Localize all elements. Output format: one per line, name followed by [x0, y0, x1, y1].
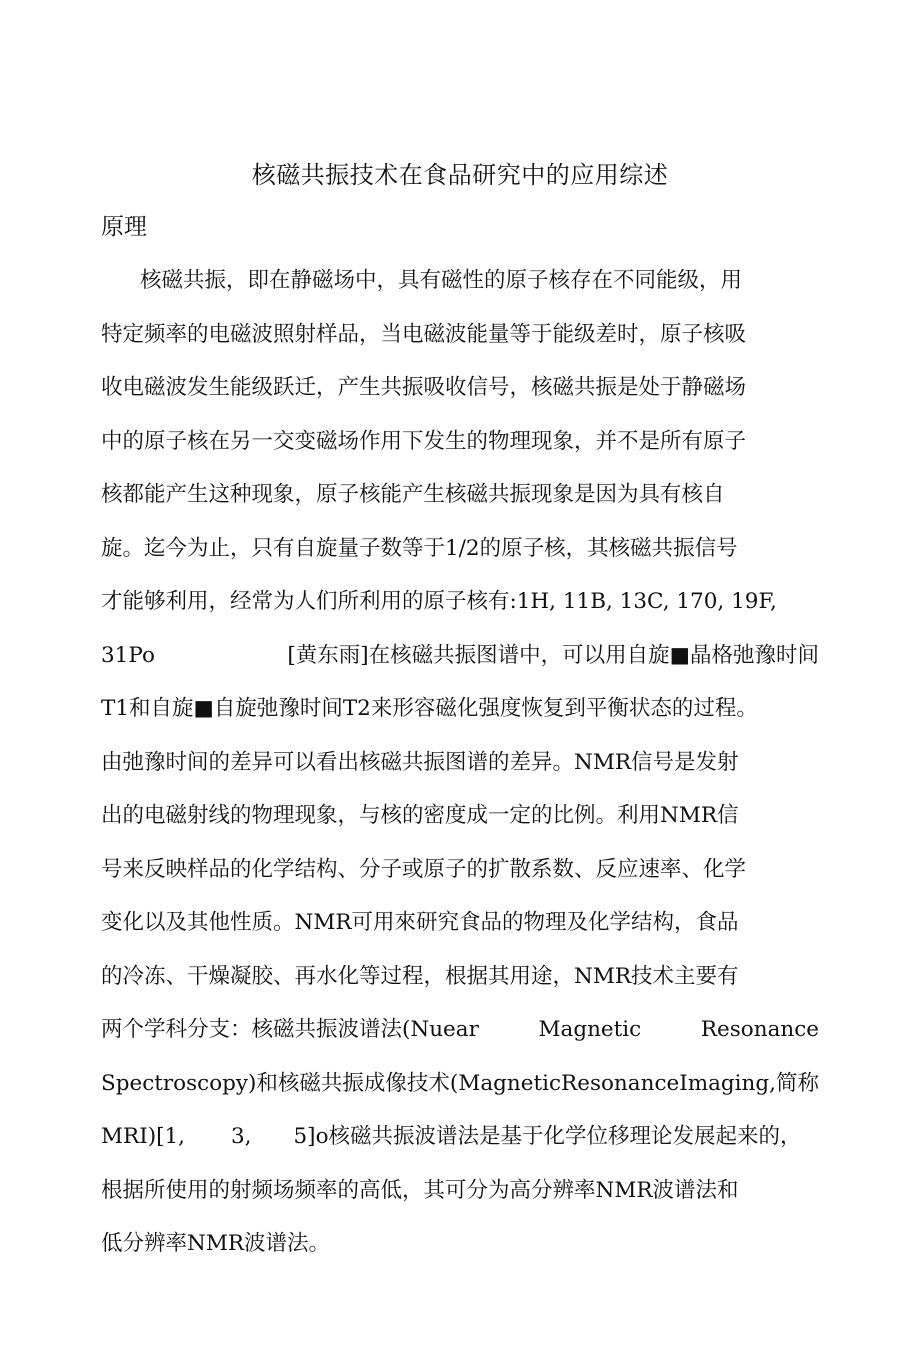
paragraph-line: 收电磁波发生能级跃迁，产生共振吸收信号，核磁共振是处于静磁场 [101, 375, 747, 400]
line-word: Imaging,简称 [679, 1071, 820, 1096]
line-lead-text: 31Po [101, 643, 155, 668]
line-word: 5]o核磁共振波谱法是基于化学位移理论发展起来的， [293, 1124, 802, 1149]
section-heading: 原理 [101, 214, 147, 240]
paragraph-line: 低分辨率NMR波谱法。 [101, 1231, 331, 1256]
paragraph-line: 旋。迄今为止，只有自旋量子数等于1/2的原子核，其核磁共振信号 [101, 536, 738, 561]
line-word: Resonance [561, 1071, 680, 1096]
line-word: Magnetic [538, 1017, 642, 1042]
paragraph-line [101, 640, 819, 672]
paragraph-line: 核磁共振，即在静磁场中，具有磁性的原子核存在不同能级，用 [140, 268, 743, 293]
paragraph-line [101, 1121, 819, 1153]
paragraph-line: 核都能产生这种现象，原子核能产生核磁共振现象是因为具有核自 [101, 482, 725, 507]
paragraph-line [101, 1068, 819, 1100]
line-text: MRI)[1, [101, 1124, 185, 1149]
line-text: Spectroscopy)和核磁共振成像技术(Magnetic [101, 1071, 562, 1096]
line-word: Resonance [700, 1017, 819, 1042]
paragraph-line: 中的原子核在另一交变磁场作用下发生的物理现象，并不是所有原子 [101, 429, 747, 454]
paragraph-line: 才能够利用，经常为人们所利用的原子核有:1H, 11B, 13C, 170, 19F, [101, 589, 777, 614]
paragraph-line: T1和自旋■自旋弛豫时间T2来形容磁化强度恢复到平衡状态的过程。 [101, 696, 758, 721]
paragraph-line: 变化以及其他性质。NMR可用來研究食品的物理及化学结构，食品 [101, 910, 739, 935]
line-word: 3, [230, 1124, 252, 1149]
line-text: [黄东雨]在核磁共振图谱中，可以用自旋■晶格弛豫时间 [287, 643, 819, 668]
paragraph-line: 的冷冻、干燥凝胶、再水化等过程，根据其用途，NMR技术主要有 [101, 964, 739, 989]
paragraph-line: 由弛豫时间的差异可以看出核磁共振图谱的差异。NMR信号是发射 [101, 750, 739, 775]
paragraph-line: 出的电磁射线的物理现象，与核的密度成一定的比例。利用NMR信 [101, 803, 739, 828]
document-title: 核磁共振技术在食品研究中的应用综述 [251, 161, 669, 189]
paragraph-line [101, 1014, 819, 1046]
line-text: 两个学科分支：核磁共振波谱法(Nuear [101, 1017, 479, 1042]
paragraph-line: 号来反映样品的化学结构、分子或原子的扩散系数、反应速率、化学 [101, 857, 747, 882]
paragraph-line: 根据所使用的射频场频率的高低，其可分为高分辨率NMR波谱法和 [101, 1178, 739, 1203]
paragraph-line: 特定频率的电磁波照射样品，当电磁波能量等于能级差时，原子核吸 [101, 322, 747, 347]
